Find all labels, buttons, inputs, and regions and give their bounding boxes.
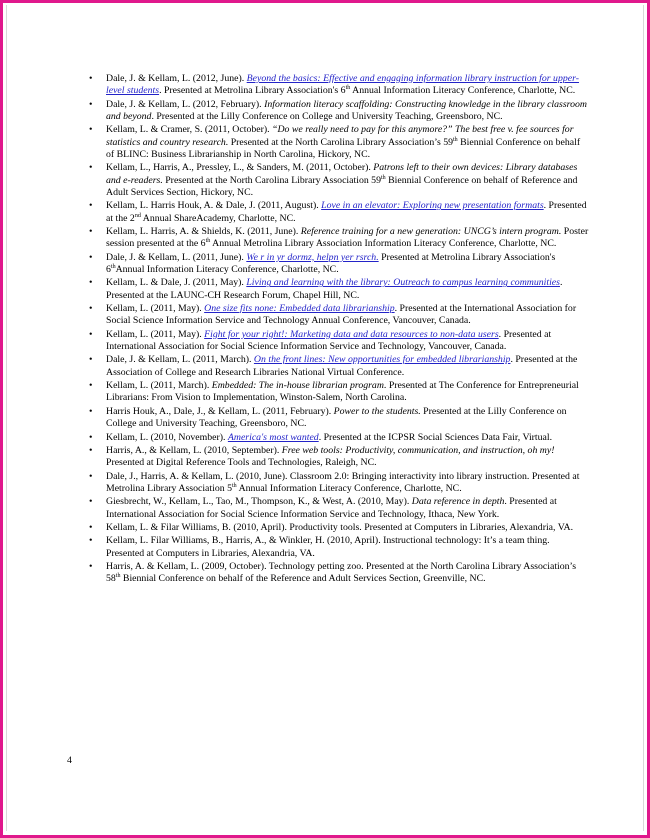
reference-text: Annual Information Literacy Conference, Charlotte, NC. <box>236 482 462 494</box>
reference-item <box>87 124 589 161</box>
reference-text: Biennial Conference on behalf of the Reference and Adult Services Section, Greenville, NC. <box>120 573 486 585</box>
reference-item <box>87 162 589 199</box>
document-page <box>6 5 644 831</box>
reference-title-link[interactable]: Living and learning with the library: Outreach to campus learning communities <box>246 277 560 289</box>
reference-title: Information literacy scaffolding: Constructing knowledge in the library classroom and beyond <box>106 98 587 122</box>
ordinal-suffix: th <box>115 573 121 580</box>
reference-text: . Presented at the International Association for Social Science Information Service and Technology Annual Conference, Vancouver, Canada. <box>106 303 577 327</box>
reference-item <box>87 535 589 560</box>
reference-text: Annual Information Literacy Conference, Charlotte, NC. <box>350 85 576 97</box>
reference-text: Kellam, L. & Filar Williams, B. (2010, April). Productivity tools. Presented at Computers in Libraries, Alexandria, VA. <box>106 521 574 533</box>
reference-item <box>87 561 589 586</box>
reference-item <box>87 73 589 98</box>
reference-text: . Presented at International Association for Social Science Information Service and Technology, Ithaca, New York. <box>106 496 557 520</box>
reference-item <box>87 99 589 124</box>
ordinal-suffix: th <box>231 482 237 489</box>
reference-text: Harris, A., & Kellam, L. (2010, September). <box>106 444 282 456</box>
reference-item <box>87 445 589 470</box>
reference-title: Patrons left to their own devices: Library databases and e-readers. <box>106 162 578 186</box>
reference-title-link[interactable]: America's most wanted <box>227 431 319 443</box>
reference-title: Free web tools: Productivity, communication, and instruction, oh my! <box>281 444 555 456</box>
reference-text: . Presented at the Association of College and Research Libraries National Virtual Conference. <box>106 354 578 378</box>
reference-text: Kellam, L. (2011, May). <box>106 328 205 340</box>
ordinal-suffix: th <box>345 85 351 92</box>
reference-item <box>87 380 589 405</box>
reference-text: Presented at the North Carolina Library Association’s 59 <box>228 136 454 148</box>
reference-title-link[interactable]: On the front lines: New opportunities for embedded librarianship <box>253 354 511 366</box>
reference-text: Presented at Metrolina Library Association's 6 <box>106 251 556 276</box>
reference-text: . Presented at International Association for Social Science Information Service and Technology, Vancouver, Canada. <box>106 328 552 353</box>
reference-text: Dale, J. & Kellam, L. (2011, March). <box>106 354 254 366</box>
reference-text: Annual Information Literacy Conference, Charlotte, NC. <box>115 264 339 276</box>
reference-text: Dale, J., Harris, A. & Kellam, L. (2010, June). Classroom 2.0: Bringing interactivity into library instruction. Presented at Metrolina Library Association 5 <box>106 470 580 494</box>
reference-item <box>87 226 589 251</box>
reference-text: Annual ShareAcademy, Charlotte, NC. <box>140 212 296 224</box>
reference-text: Kellam, L. Harris, A. & Shields, K. (2011, June). <box>106 226 301 238</box>
reference-item <box>87 496 589 521</box>
reference-text: Dale, J. & Kellam, L. (2011, June). <box>106 251 247 263</box>
reference-text: Kellam, L. & Dale, J. (2011, May). <box>106 277 247 289</box>
reference-text: Dale, J. & Kellam, L. (2012, February). <box>106 98 265 110</box>
reference-item <box>87 277 589 302</box>
reference-item <box>87 354 589 379</box>
reference-text: Presented at the North Carolina Library Association 59 <box>162 174 381 186</box>
reference-text: Kellam, L., Harris, A., Pressley, L., & Sanders, M. (2011, October). <box>106 162 374 174</box>
ordinal-suffix: nd <box>134 212 141 219</box>
reference-text: . Presented at the LAUNC-CH Research Forum, Chapel Hill, NC. <box>106 277 563 301</box>
ordinal-suffix: th <box>453 136 458 143</box>
reference-item <box>87 200 589 225</box>
ordinal-suffix: th <box>110 264 116 271</box>
reference-text: Harris, A. & Kellam, L. (2009, October). Technology petting zoo. Presented at the North Carolina Library Association’s 58 <box>106 561 577 585</box>
reference-text: . Presented at Metrolina Library Association's 6 <box>159 85 346 97</box>
reference-text: Kellam, L. & Cramer, S. (2011, October). <box>106 124 273 136</box>
reference-text: Biennial Conference on behalf of Reference and Adult Services Section, Hickory, NC. <box>106 174 578 198</box>
reference-item <box>87 432 589 444</box>
reference-title-link[interactable]: We r in yr dormz, helpn yer rsrch. <box>246 251 379 263</box>
reference-item <box>87 303 589 328</box>
reference-text: Poster session presented at the 6 <box>106 226 589 250</box>
reference-title-link[interactable]: Beyond the basics: Effective and engaging information library instruction for upper-level students <box>106 73 579 97</box>
page-number: 4 <box>67 755 72 766</box>
ordinal-suffix: th <box>380 174 386 181</box>
presentations-list <box>87 73 589 587</box>
reference-title: Embedded: The in-house librarian program <box>211 380 384 392</box>
reference-text: . Presented at the Lilly Conference on College and University Teaching, Greensboro, NC. <box>151 110 503 122</box>
reference-title-link[interactable]: Love in an elevator: Exploring new presentation formats <box>321 200 544 212</box>
reference-text: Harris Houk, A., Dale, J., & Kellam, L. (2011, February). <box>106 405 334 417</box>
reference-text: Kellam, L. (2011, May). <box>106 303 205 315</box>
reference-item <box>87 406 589 431</box>
reference-text: Giesbrecht, W., Kellam, L., Tao, M., Thompson, K., & West, A. (2010, May). <box>106 496 412 508</box>
reference-text: Kellam, L. (2010, November). <box>106 431 228 443</box>
reference-item <box>87 252 589 277</box>
reference-item <box>87 522 589 534</box>
reference-item <box>87 471 589 496</box>
reference-title-link[interactable]: Fight for your right!: Marketing data and data resources to non-data users <box>204 328 499 340</box>
reference-text: Annual Metrolina Library Association Information Literacy Conference, Charlotte, NC. <box>210 238 557 250</box>
reference-text: Presented at Digital Reference Tools and Technologies, Raleigh, NC. <box>106 457 377 469</box>
reference-text: . Presented at the ICPSR Social Sciences Data Fair, Virtual. <box>318 431 553 443</box>
reference-title-link[interactable]: One size fits none: Embedded data librarianship <box>204 303 395 315</box>
reference-title: Data reference in depth <box>411 496 505 508</box>
reference-text: Kellam, L. (2011, March). <box>106 380 212 392</box>
reference-text: Kellam, L. Harris Houk, A. & Dale, J. (2011, August). <box>106 200 322 212</box>
reference-text: Presented at the Lilly Conference on College and University Teaching, Greensboro, NC. <box>106 405 567 430</box>
reference-text: Biennial Conference on behalf of BLINC: Business Librarianship in North Carolina, Hickory, NC. <box>106 136 581 160</box>
ordinal-suffix: th <box>205 238 211 245</box>
reference-text: Kellam, L. Filar Williams, B., Harris, A., & Winkler, H. (2010, April). Instructional technology: It’s a team thing. Presented at Computers in Libraries, Alexandria, VA. <box>106 535 550 559</box>
reference-text: . Presented at The Conference for Entrepreneurial Librarians: From Vision to Implementation, Winston-Salem, North Carolina. <box>106 380 579 404</box>
reference-title: “Do we really need to pay for this anymore?” The best free v. fee sources for statistics and country research. <box>106 124 574 148</box>
reference-title: Power to the students. <box>333 405 421 417</box>
reference-text: . Presented at the 2 <box>106 200 587 224</box>
reference-title: Reference training for a new generation: UNCG’s intern program. <box>300 226 562 238</box>
reference-text: Dale, J. & Kellam, L. (2012, June). <box>106 73 247 84</box>
reference-item <box>87 329 589 354</box>
